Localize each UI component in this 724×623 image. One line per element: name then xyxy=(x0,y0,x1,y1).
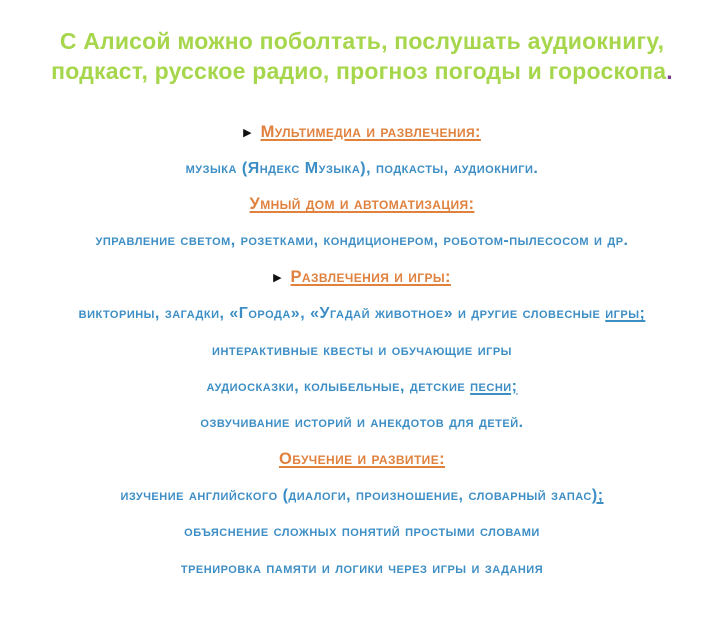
triangle-bullet-icon: ▶ xyxy=(243,125,252,139)
section-heading-games xyxy=(0,260,724,296)
inline-link-games[interactable]: игры; xyxy=(605,305,646,323)
body-line-text: объяснение сложных понятий простыми словами xyxy=(184,523,540,541)
body-line-plain: викторины, загадки, «Города», «Угадай животное» и другие словесные xyxy=(78,305,606,323)
section-heading-link[interactable]: Мультимедиа и развлечения: xyxy=(260,122,481,141)
section-heading-learning xyxy=(0,442,724,478)
body-line-explain xyxy=(0,514,724,550)
section-heading-link[interactable]: Умный дом и автоматизация: xyxy=(249,195,475,214)
triangle-bullet-icon: ▶ xyxy=(273,271,282,285)
section-heading-link[interactable]: Обучение и развитие: xyxy=(278,450,446,469)
body-line-control xyxy=(0,223,724,259)
section-heading-multimedia xyxy=(0,114,724,150)
body-line-audiotales xyxy=(0,369,724,405)
body-line-text xyxy=(206,378,517,396)
section-heading-smart-home xyxy=(0,187,724,223)
body-line-memory xyxy=(0,551,724,587)
page-title xyxy=(0,26,724,86)
body-line-quizzes xyxy=(0,296,724,332)
body-line-text: музыка (Яндекс Музыка), подкасты, аудиокниги. xyxy=(185,159,539,177)
body-line-stories xyxy=(0,405,724,441)
body-line-text xyxy=(120,487,603,505)
page-title-text: С Алисой можно поболтать, послушать аудиокнигу, подкаст, русское радио, прогноз погоды и гороскопа xyxy=(51,28,667,84)
body-line-english xyxy=(0,478,724,514)
inline-link-paren[interactable]: ); xyxy=(591,487,604,505)
body-line-text: озвучивание историй и анекдотов для детей. xyxy=(200,414,524,432)
body-line-text: тренировка памяти и логики через игры и задания xyxy=(180,559,544,577)
inline-link-songs[interactable]: песни; xyxy=(470,377,518,395)
content-area xyxy=(0,114,724,587)
body-line-plain: аудиосказки, колыбельные, детские xyxy=(206,377,471,395)
body-line-text: управление светом, розетками, кондиционером, роботом-пылесосом и др. xyxy=(95,232,629,250)
body-line-text: интерактивные квесты и обучающие игры xyxy=(212,341,512,359)
body-line-text xyxy=(79,305,646,323)
body-line-music xyxy=(0,150,724,186)
body-line-quests xyxy=(0,332,724,368)
body-line-plain: изучение английского (диалоги, произношение, словарный запас xyxy=(120,487,592,505)
page-title-period: . xyxy=(666,58,673,84)
section-heading-link[interactable]: Развлечения и игры: xyxy=(290,268,451,287)
